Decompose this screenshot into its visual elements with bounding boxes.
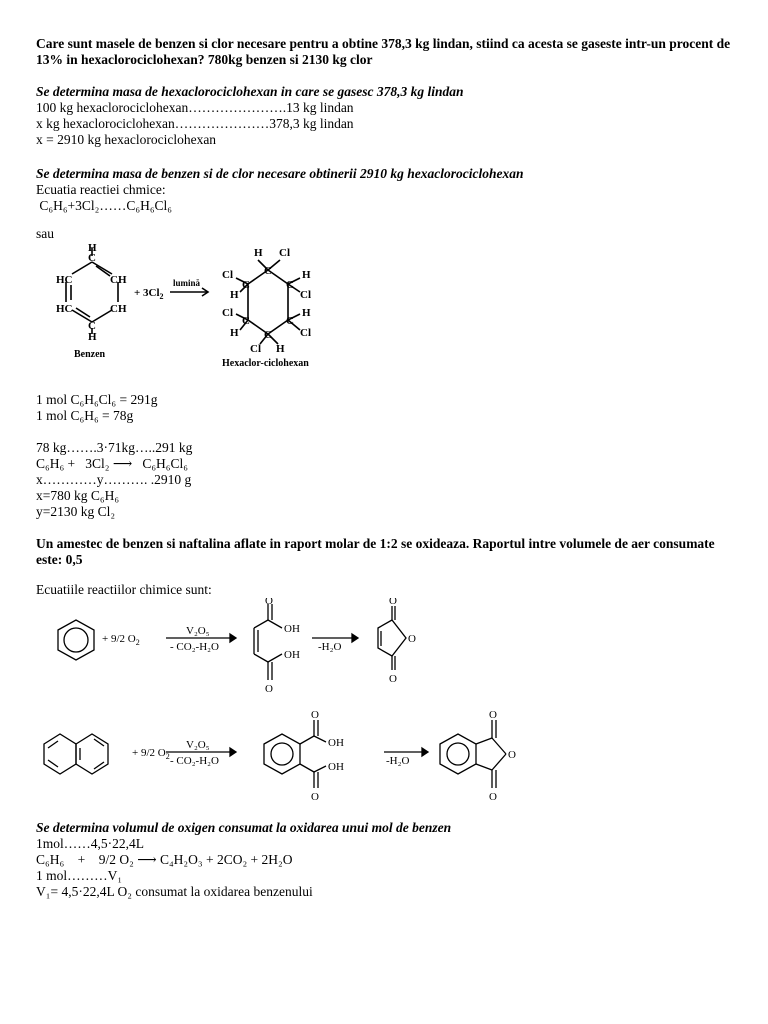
calc-line: 1 mol C₆H₆Cl₆ = 291g — [36, 392, 158, 407]
calc-line: 1 mol C₆H₆ = 78g — [36, 408, 134, 423]
atom-label: C — [286, 279, 294, 291]
problem1-step1-line: 100 kg hexaclorociclohexan………………….13 kg lindan — [36, 100, 354, 115]
atom-label: Cl — [222, 307, 233, 319]
atom-label: H — [302, 307, 311, 319]
arrow-label-lumina: lumină — [173, 278, 201, 288]
atom-label: O — [311, 791, 319, 803]
reagent-label: + $3Cl_2$ — [134, 287, 164, 301]
group-label: OH — [284, 623, 300, 635]
atom-label: O — [389, 673, 397, 685]
atom-label: CH — [110, 303, 127, 315]
atom-label: Cl — [300, 327, 311, 339]
atom-label: H — [230, 327, 239, 339]
atom-label: O — [489, 709, 497, 721]
atom-label: Cl — [279, 247, 290, 259]
atom-label: O — [489, 791, 497, 803]
calc-line: x…………y………. .2910 g — [36, 472, 192, 487]
problem2-intro: Ecuatiile reactiilor chimice sunt: — [36, 582, 212, 597]
catalyst-label: V₂O₅ — [186, 739, 210, 751]
group-label: OH — [284, 649, 300, 661]
atom-label: O — [265, 683, 273, 695]
atom-label: C — [286, 315, 294, 327]
problem1-step1-line: x = 2910 kg hexaclorociclohexan — [36, 132, 217, 147]
atom-label: C — [242, 315, 250, 327]
atom-label: C — [88, 252, 96, 264]
problem2-step-heading: Se determina volumul de oxigen consumat la oxidarea unui mol de benzen — [36, 820, 452, 835]
oxidation-reactions-svg — [36, 598, 576, 820]
atom-label: Cl — [250, 343, 261, 355]
atom-label: HC — [56, 303, 73, 315]
calc-line: x=780 kg C₆H₆ — [36, 488, 120, 503]
atom-label: H — [88, 331, 97, 343]
document-page — [36, 36, 736, 900]
problem1-step1-heading: Se determina masa de hexaclorociclohexan in care se gasesc 378,3 kg lindan — [36, 84, 464, 99]
problem1-step2-line: Ecuatia reactiei chmice: — [36, 182, 166, 197]
o2-reagent-label: + 9/2 $O_2$ — [102, 633, 140, 647]
group-label: OH — [328, 737, 344, 749]
atom-label: H — [88, 242, 97, 254]
atom-label: H — [302, 269, 311, 281]
byproducts-label: - CO₂-H₂O — [170, 755, 219, 767]
atom-label: C — [264, 265, 272, 277]
problem2-line: 1mol……4,5·22,4L — [36, 836, 144, 851]
o2-reagent-label: + 9/2 $O_2$ — [132, 747, 170, 761]
problem2-line: V₁= 4,5·22,4L O₂ consumat la oxidarea benzenului — [36, 884, 313, 899]
atom-label: O — [265, 598, 273, 607]
atom-label: O — [408, 633, 416, 645]
atom-label: Cl — [300, 289, 311, 301]
atom-label: O — [311, 709, 319, 721]
atom-label: O — [508, 749, 516, 761]
minus-water-label: -H₂O — [318, 641, 342, 653]
byproducts-label: - CO₂-H₂O — [170, 641, 219, 653]
atom-label: C — [88, 320, 96, 332]
calc-line: C₆H₆ + 3Cl₂ ⟶ C₆H₆Cl₆ — [36, 456, 188, 471]
atom-label: H — [230, 289, 239, 301]
problem2-question: Un amestec de benzen si naftalina aflate in raport molar de 1:2 se oxideaza. Raportul intre volumele de aer consumate este: 0,5 — [36, 536, 715, 567]
benzene-chlorination-figure — [36, 242, 736, 370]
atom-label: H — [254, 247, 263, 259]
problem2-line: C₆H₆ + 9/2 O₂ ⟶ C₄H₂O₃ + 2CO₂ + 2H₂O — [36, 852, 293, 867]
problem2-line: 1 mol………V₁ — [36, 868, 123, 883]
atom-label: HC — [56, 274, 73, 286]
catalyst-label: V₂O₅ — [186, 625, 210, 637]
calc-line: y=2130 kg Cl₂ — [36, 504, 116, 519]
group-label: OH — [328, 761, 344, 773]
atom-label: Cl — [222, 269, 233, 281]
problem1-question: Care sunt masele de benzen si clor necesare pentru a obtine 378,3 kg lindan, stiind ca acesta se gaseste intr-un procent de 13% in hexaclorociclohexan? 780kg benzen si 2130 kg clor — [36, 36, 731, 67]
benzene-chlorination-svg — [36, 242, 396, 370]
problem1-step2-line: C₆H₆+3Cl₂……C₆H₆Cl₆ — [36, 198, 172, 213]
minus-water-label: -H₂O — [386, 755, 410, 767]
atom-label: H — [276, 343, 285, 355]
benzen-caption: Benzen — [74, 349, 106, 360]
hexaclor-caption: Hexaclor-ciclohexan — [222, 358, 309, 369]
atom-label: C — [242, 279, 250, 291]
problem1-step2-heading: Se determina masa de benzen si de clor necesare obtinerii 2910 kg hexaclorociclohexan — [36, 166, 524, 181]
atom-label: O — [389, 598, 397, 607]
problem1-step1-line: x kg hexaclorociclohexan…………………378,3 kg lindan — [36, 116, 354, 131]
atom-label: CH — [110, 274, 127, 286]
problem1-sau: sau — [36, 226, 54, 241]
atom-label: C — [264, 329, 272, 341]
oxidation-reactions-figure — [36, 598, 736, 820]
calc-line: 78 kg…….3·71kg…..291 kg — [36, 440, 193, 455]
